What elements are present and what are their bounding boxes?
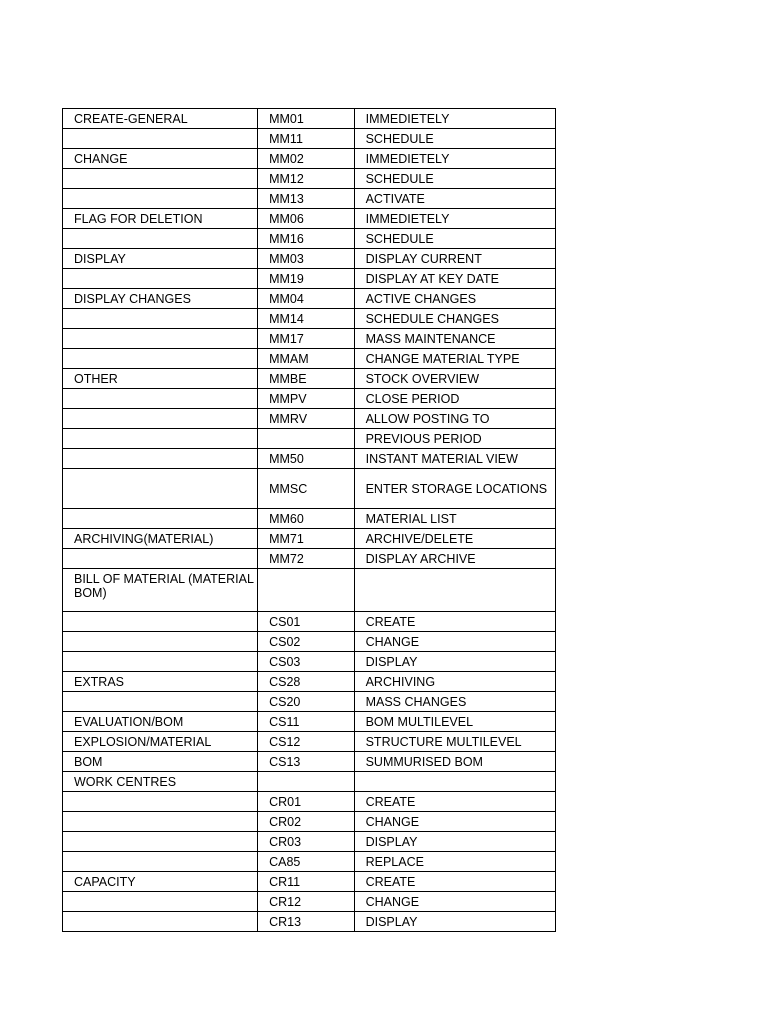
description-cell: CREATE [354,612,555,632]
description-cell [354,569,555,612]
code-cell: CR02 [258,812,355,832]
table-row [63,852,556,872]
table-row [63,792,556,812]
category-cell: EVALUATION/BOM [63,712,258,732]
category-cell [63,509,258,529]
code-cell [258,772,355,792]
category-cell: EXPLOSION/MATERIAL [63,732,258,752]
category-cell: DISPLAY [63,249,258,269]
table-row [63,529,556,549]
description-cell: CHANGE [354,632,555,652]
table-row [63,652,556,672]
description-cell: INSTANT MATERIAL VIEW [354,449,555,469]
code-cell: MM50 [258,449,355,469]
category-cell [63,409,258,429]
category-cell [63,549,258,569]
code-cell: MM02 [258,149,355,169]
description-cell: SUMMURISED BOM [354,752,555,772]
code-cell: MM16 [258,229,355,249]
table-row [63,672,556,692]
table-row [63,569,556,612]
code-cell: MM14 [258,309,355,329]
code-cell: CS28 [258,672,355,692]
category-cell [63,329,258,349]
table-row [63,812,556,832]
description-cell: BOM MULTILEVEL [354,712,555,732]
table-row [63,289,556,309]
category-cell [63,229,258,249]
code-cell: CS03 [258,652,355,672]
table-row [63,309,556,329]
description-cell [354,772,555,792]
description-cell: PREVIOUS PERIOD [354,429,555,449]
description-cell: CHANGE [354,892,555,912]
table-row [63,249,556,269]
category-cell [63,632,258,652]
description-cell: STRUCTURE MULTILEVEL [354,732,555,752]
description-cell: MASS MAINTENANCE [354,329,555,349]
table-row [63,692,556,712]
description-cell: ACTIVE CHANGES [354,289,555,309]
table-row [63,632,556,652]
description-cell: ENTER STORAGE LOCATIONS [354,469,555,509]
table-row [63,732,556,752]
category-cell: ARCHIVING(MATERIAL) [63,529,258,549]
table-row [63,189,556,209]
table-row [63,469,556,509]
category-cell [63,129,258,149]
code-cell: CS11 [258,712,355,732]
category-cell [63,449,258,469]
table-row [63,209,556,229]
code-cell: CR12 [258,892,355,912]
description-cell: DISPLAY AT KEY DATE [354,269,555,289]
table-row [63,329,556,349]
category-cell [63,812,258,832]
description-cell: ARCHIVE/DELETE [354,529,555,549]
description-cell: SCHEDULE CHANGES [354,309,555,329]
code-cell: CS02 [258,632,355,652]
code-cell: MM19 [258,269,355,289]
description-cell: SCHEDULE [354,229,555,249]
table-row [63,429,556,449]
code-cell: CS20 [258,692,355,712]
category-cell [63,269,258,289]
description-cell: IMMEDIETELY [354,149,555,169]
description-cell: DISPLAY CURRENT [354,249,555,269]
code-cell: MM60 [258,509,355,529]
table-row [63,509,556,529]
code-cell: MMAM [258,349,355,369]
description-cell: IMMEDIETELY [354,109,555,129]
code-cell: CR13 [258,912,355,932]
category-cell: BOM [63,752,258,772]
table-row [63,712,556,732]
description-cell: CHANGE MATERIAL TYPE [354,349,555,369]
description-cell: SCHEDULE [354,169,555,189]
code-cell: CS12 [258,732,355,752]
description-cell: CREATE [354,792,555,812]
category-cell [63,349,258,369]
table-row [63,149,556,169]
code-cell: MMBE [258,369,355,389]
code-cell: CR01 [258,792,355,812]
category-cell [63,389,258,409]
table-body [63,109,556,932]
category-cell [63,892,258,912]
category-cell [63,692,258,712]
code-cell [258,569,355,612]
table-row [63,449,556,469]
description-cell: MASS CHANGES [354,692,555,712]
description-cell: CLOSE PERIOD [354,389,555,409]
category-cell: BILL OF MATERIAL (MATERIAL BOM) [63,569,258,612]
description-cell: MATERIAL LIST [354,509,555,529]
category-cell [63,652,258,672]
code-cell: MMSC [258,469,355,509]
description-cell: DISPLAY [354,912,555,932]
table-row [63,409,556,429]
description-cell: IMMEDIETELY [354,209,555,229]
table-row [63,389,556,409]
category-cell: CREATE-GENERAL [63,109,258,129]
category-cell [63,612,258,632]
category-cell [63,912,258,932]
table-row [63,772,556,792]
table-row [63,832,556,852]
code-cell: MM71 [258,529,355,549]
table-row [63,369,556,389]
code-cell: MM17 [258,329,355,349]
code-cell: CA85 [258,852,355,872]
category-cell [63,469,258,509]
category-cell: OTHER [63,369,258,389]
transaction-code-table [62,108,556,932]
table-row [63,752,556,772]
description-cell: DISPLAY ARCHIVE [354,549,555,569]
description-cell: DISPLAY [354,832,555,852]
code-cell: MM12 [258,169,355,189]
table-row [63,269,556,289]
code-cell: MM03 [258,249,355,269]
category-cell [63,792,258,812]
table-row [63,349,556,369]
description-cell: ACTIVATE [354,189,555,209]
code-cell: CS13 [258,752,355,772]
code-cell: CS01 [258,612,355,632]
code-cell: MM04 [258,289,355,309]
description-cell: CREATE [354,872,555,892]
code-cell: MM13 [258,189,355,209]
category-cell [63,169,258,189]
category-cell [63,852,258,872]
category-cell: WORK CENTRES [63,772,258,792]
category-cell: CAPACITY [63,872,258,892]
category-cell [63,429,258,449]
category-cell: CHANGE [63,149,258,169]
code-cell [258,429,355,449]
code-cell: CR11 [258,872,355,892]
description-cell: SCHEDULE [354,129,555,149]
table-row [63,169,556,189]
code-cell: MM06 [258,209,355,229]
table-row [63,549,556,569]
table-row [63,892,556,912]
description-cell: STOCK OVERVIEW [354,369,555,389]
category-cell: FLAG FOR DELETION [63,209,258,229]
description-cell: ARCHIVING [354,672,555,692]
description-cell: DISPLAY [354,652,555,672]
category-cell: EXTRAS [63,672,258,692]
table-row [63,229,556,249]
code-cell: CR03 [258,832,355,852]
code-cell: MM11 [258,129,355,149]
category-cell: DISPLAY CHANGES [63,289,258,309]
code-cell: MM01 [258,109,355,129]
category-cell [63,309,258,329]
category-cell [63,832,258,852]
code-cell: MMPV [258,389,355,409]
table-row [63,912,556,932]
table-row [63,612,556,632]
description-cell: REPLACE [354,852,555,872]
table-row [63,872,556,892]
table-row [63,109,556,129]
description-cell: ALLOW POSTING TO [354,409,555,429]
description-cell: CHANGE [354,812,555,832]
code-cell: MMRV [258,409,355,429]
category-cell [63,189,258,209]
code-cell: MM72 [258,549,355,569]
table-row [63,129,556,149]
